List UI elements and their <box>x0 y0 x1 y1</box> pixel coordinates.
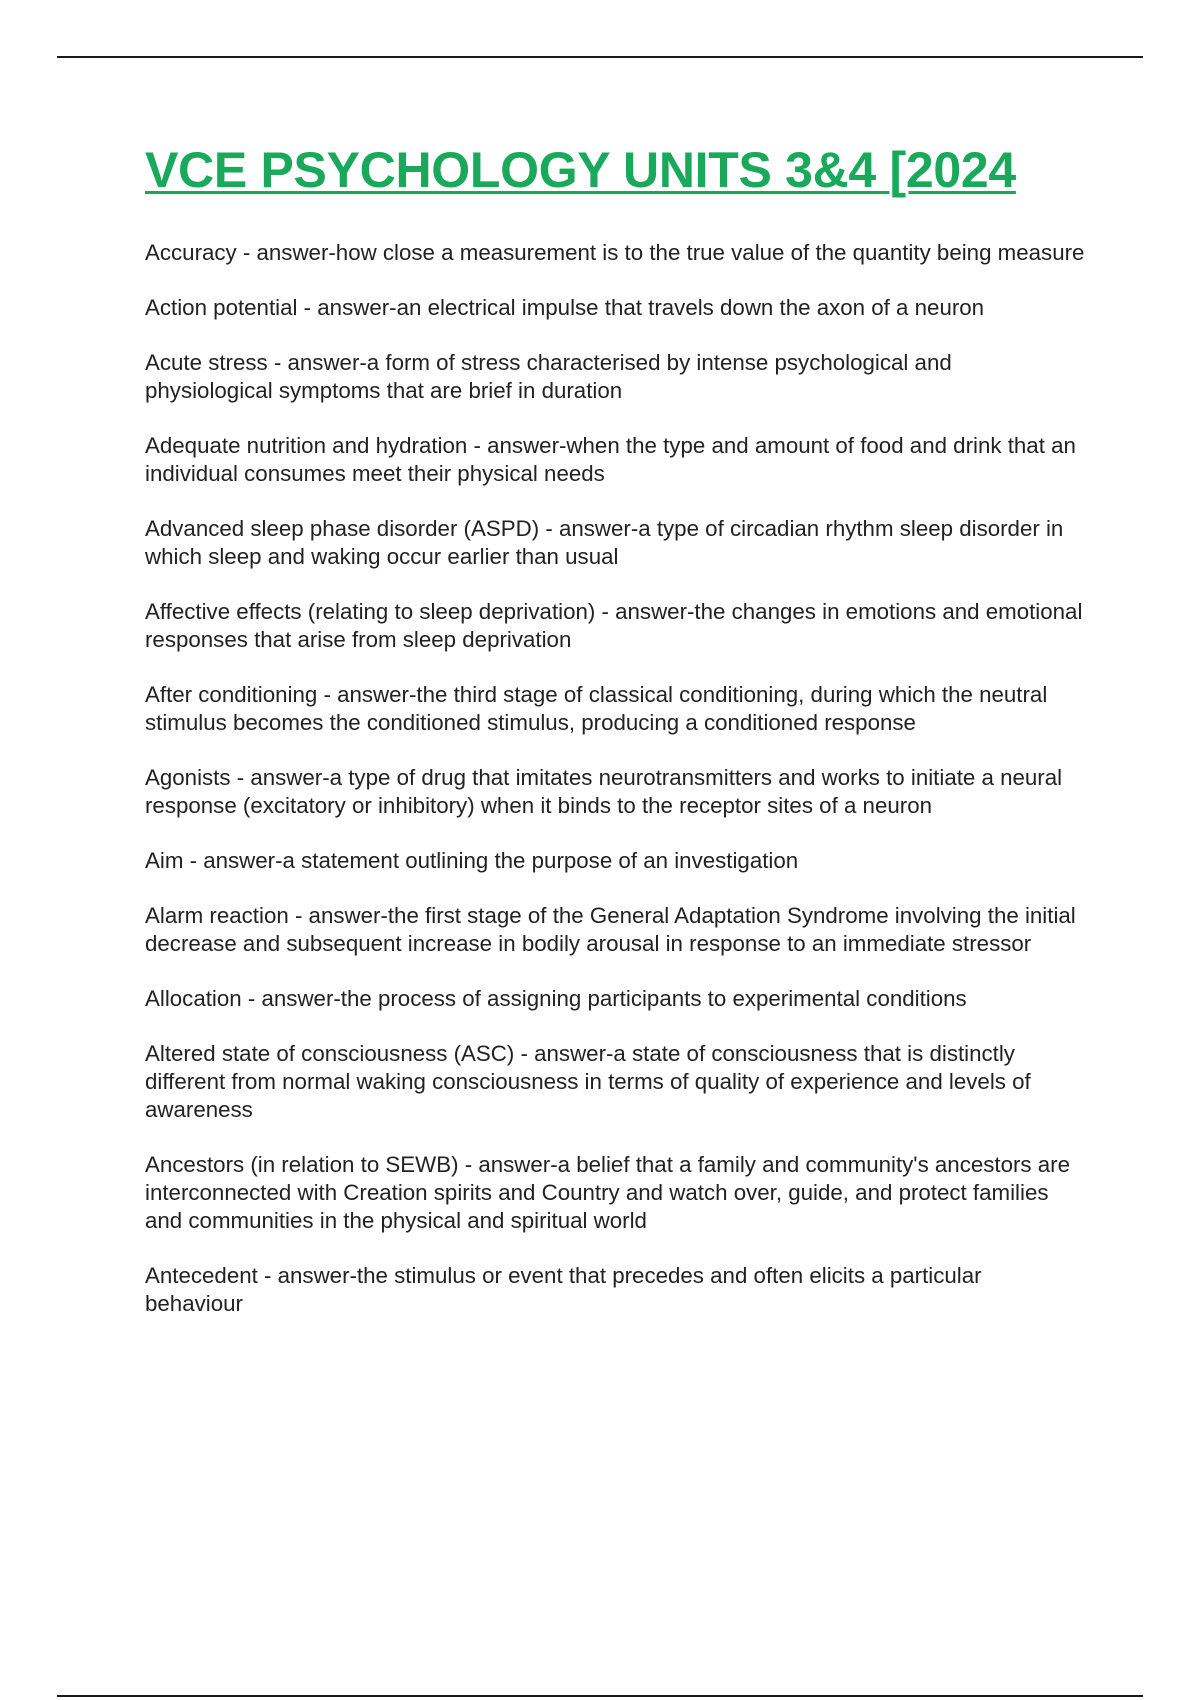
glossary-entry: Antecedent - answer-the stimulus or event that precedes and often elicits a particular behaviour <box>145 1263 982 1316</box>
glossary-entry: Accuracy - answer-how close a measurement is to the true value of the quantity being measure <box>145 240 1085 265</box>
document-body <box>145 140 1085 1345</box>
glossary-entry: After conditioning - answer-the third stage of classical conditioning, during which the neutral stimulus becomes the conditioned stimulus, producing a conditioned response <box>145 682 1048 735</box>
top-divider <box>57 56 1143 58</box>
glossary-entry: Affective effects (relating to sleep deprivation) - answer-the changes in emotions and emotional responses that arise from sleep deprivation <box>145 599 1083 652</box>
glossary-entry: Aim - answer-a statement outlining the purpose of an investigation <box>145 848 799 873</box>
glossary-list <box>145 239 1085 1318</box>
document-title: VCE PSYCHOLOGY UNITS 3&4 [2024 <box>145 142 1016 198</box>
glossary-entry: Action potential - answer-an electrical impulse that travels down the axon of a neuron <box>145 295 985 320</box>
glossary-entry: Altered state of consciousness (ASC) - answer-a state of consciousness that is distinctly different from normal waking consciousness in terms of quality of experience and levels of awareness <box>145 1041 1031 1122</box>
glossary-entry: Ancestors (in relation to SEWB) - answer-a belief that a family and community's ancestors are interconnected with Creation spirits and Country and watch over, guide, and protect families and communities in the physical and spiritual world <box>145 1152 1070 1233</box>
glossary-entry: Alarm reaction - answer-the first stage of the General Adaptation Syndrome involving the initial decrease and subsequent increase in bodily arousal in response to an immediate stressor <box>145 903 1076 956</box>
glossary-entry: Advanced sleep phase disorder (ASPD) - answer-a type of circadian rhythm sleep disorder in which sleep and waking occur earlier than usual <box>145 516 1064 569</box>
glossary-entry: Allocation - answer-the process of assigning participants to experimental conditions <box>145 986 967 1011</box>
glossary-entry: Acute stress - answer-a form of stress characterised by intense psychological and physiological symptoms that are brief in duration <box>145 350 952 403</box>
glossary-entry: Agonists - answer-a type of drug that imitates neurotransmitters and works to initiate a neural response (excitatory or inhibitory) when it binds to the receptor sites of a neuron <box>145 765 1063 818</box>
bottom-divider <box>57 1695 1143 1697</box>
glossary-entry: Adequate nutrition and hydration - answer-when the type and amount of food and drink that an individual consumes meet their physical needs <box>145 433 1076 486</box>
